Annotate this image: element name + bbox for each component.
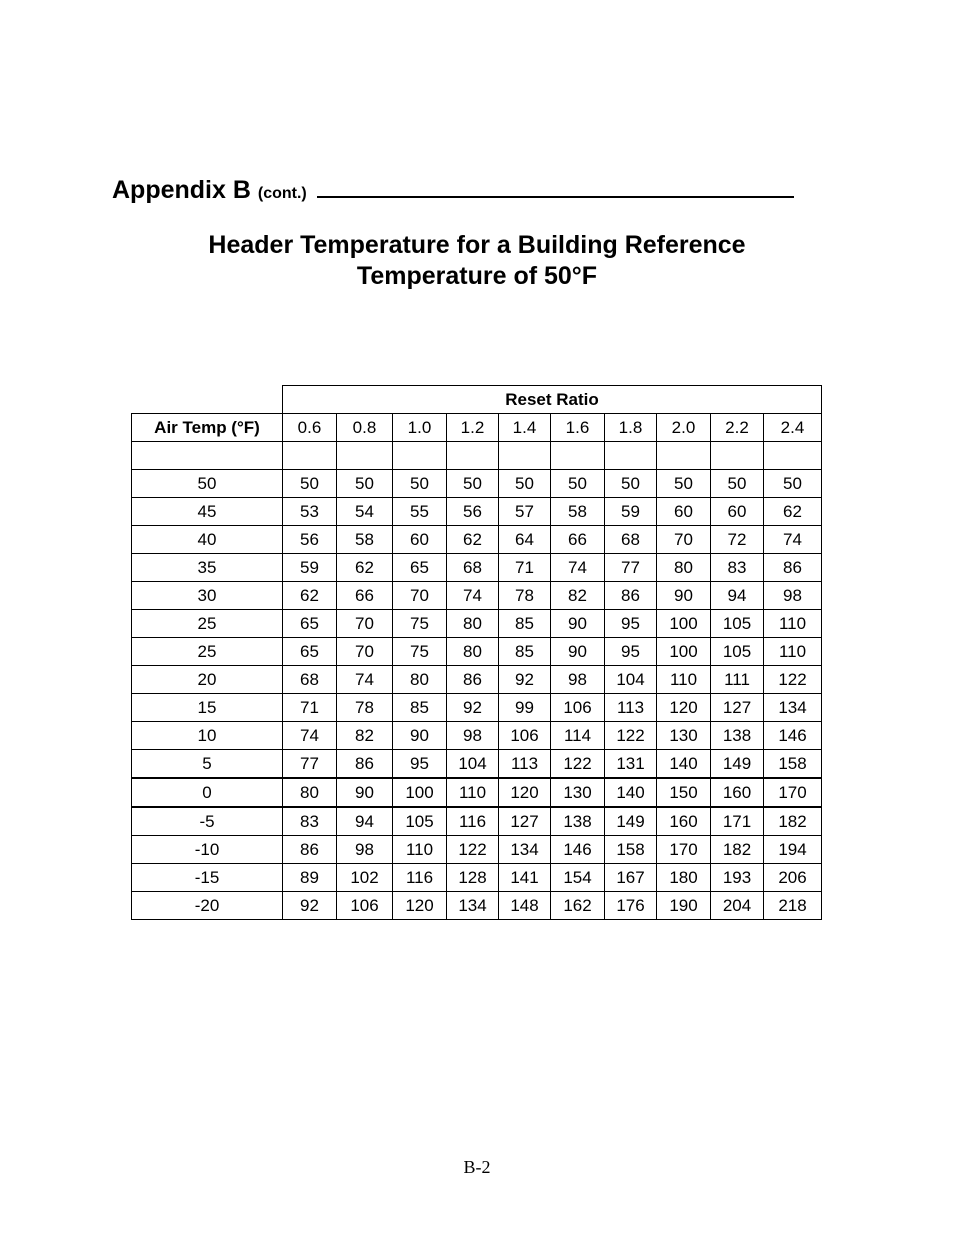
table-cell: 60 xyxy=(393,526,447,554)
table-row xyxy=(132,836,822,864)
table-cell: 71 xyxy=(283,694,337,722)
table-cell: 130 xyxy=(551,778,605,807)
table-cell: 105 xyxy=(711,638,764,666)
table-cell: 110 xyxy=(764,610,822,638)
table-cell: 50 xyxy=(393,470,447,498)
table-cell: 110 xyxy=(393,836,447,864)
air-temp-cell: -15 xyxy=(132,864,283,892)
table-cell: 74 xyxy=(283,722,337,750)
appendix-label: Appendix B xyxy=(112,176,251,204)
table-cell: 146 xyxy=(764,722,822,750)
table-cell: 141 xyxy=(499,864,551,892)
table-cell: 128 xyxy=(447,864,499,892)
table-cell: 100 xyxy=(657,638,711,666)
table-cell: 162 xyxy=(551,892,605,920)
table-cell: 134 xyxy=(447,892,499,920)
table-cell: 78 xyxy=(499,582,551,610)
table-cell xyxy=(447,442,499,470)
table-cell: 120 xyxy=(499,778,551,807)
table-cell: 86 xyxy=(283,836,337,864)
table-cell: 57 xyxy=(499,498,551,526)
table-cell: 86 xyxy=(605,582,657,610)
air-temp-cell: 30 xyxy=(132,582,283,610)
table-cell: 80 xyxy=(447,610,499,638)
table-cell: 50 xyxy=(337,470,393,498)
table-cell: 50 xyxy=(551,470,605,498)
table-cell: 130 xyxy=(657,722,711,750)
table-cell: 90 xyxy=(657,582,711,610)
air-temp-cell: -20 xyxy=(132,892,283,920)
table-cell: 140 xyxy=(657,750,711,779)
air-temp-cell: 10 xyxy=(132,722,283,750)
table-cell: 131 xyxy=(605,750,657,779)
table-row xyxy=(132,722,822,750)
table-cell: 160 xyxy=(711,778,764,807)
page-title-line-2: Temperature of 50°F xyxy=(356,262,598,290)
ratio-header-cell: 1.4 xyxy=(499,414,551,442)
air-temp-cell: 0 xyxy=(132,778,283,807)
table-cell: 68 xyxy=(447,554,499,582)
table-cell: 122 xyxy=(764,666,822,694)
table-cell: 154 xyxy=(551,864,605,892)
table-cell: 80 xyxy=(393,666,447,694)
table-cell: 127 xyxy=(499,807,551,836)
table-cell: 50 xyxy=(605,470,657,498)
table-row xyxy=(132,610,822,638)
table-cell: 50 xyxy=(283,470,337,498)
ratio-header-cell: 2.2 xyxy=(711,414,764,442)
table-cell: 59 xyxy=(605,498,657,526)
table-cell: 70 xyxy=(337,638,393,666)
table-cell: 94 xyxy=(711,582,764,610)
table-cell: 65 xyxy=(283,638,337,666)
table-row xyxy=(132,582,822,610)
table-cell: 171 xyxy=(711,807,764,836)
table-cell: 98 xyxy=(447,722,499,750)
table-row xyxy=(132,470,822,498)
table-row xyxy=(132,638,822,666)
table-cell: 66 xyxy=(551,526,605,554)
table-cell: 170 xyxy=(657,836,711,864)
table-cell: 78 xyxy=(337,694,393,722)
table-cell: 94 xyxy=(337,807,393,836)
table-cell: 193 xyxy=(711,864,764,892)
table-cell: 170 xyxy=(764,778,822,807)
table-cell: 80 xyxy=(283,778,337,807)
table-cell: 86 xyxy=(337,750,393,779)
table-cell: 98 xyxy=(337,836,393,864)
table-cell: 70 xyxy=(393,582,447,610)
table-cell: 194 xyxy=(764,836,822,864)
table-cell: 182 xyxy=(764,807,822,836)
table-cell: 134 xyxy=(499,836,551,864)
table-cell: 176 xyxy=(605,892,657,920)
table-cell: 149 xyxy=(605,807,657,836)
table-cell: 59 xyxy=(283,554,337,582)
table-cell xyxy=(132,442,283,470)
table-cell: 58 xyxy=(551,498,605,526)
table-cell: 111 xyxy=(711,666,764,694)
table-cell: 56 xyxy=(447,498,499,526)
table-cell: 60 xyxy=(711,498,764,526)
table-cell: 86 xyxy=(447,666,499,694)
table-row xyxy=(132,778,822,807)
table-cell: 110 xyxy=(764,638,822,666)
table-cell: 56 xyxy=(283,526,337,554)
table-cell: 55 xyxy=(393,498,447,526)
table-cell: 50 xyxy=(447,470,499,498)
ratio-header-cell: 1.0 xyxy=(393,414,447,442)
air-temp-cell: -5 xyxy=(132,807,283,836)
table-cell: 74 xyxy=(551,554,605,582)
table-cell: 149 xyxy=(711,750,764,779)
table-cell: 65 xyxy=(283,610,337,638)
table-cell: 90 xyxy=(393,722,447,750)
table-cell: 70 xyxy=(657,526,711,554)
table-row xyxy=(132,750,822,779)
table-cell: 114 xyxy=(551,722,605,750)
table-cell: 75 xyxy=(393,610,447,638)
table-cell: 134 xyxy=(764,694,822,722)
air-temp-cell: 45 xyxy=(132,498,283,526)
table-cell: 122 xyxy=(551,750,605,779)
table-cell: 95 xyxy=(605,638,657,666)
air-temp-cell: 50 xyxy=(132,470,283,498)
table-cell: 62 xyxy=(337,554,393,582)
page-number: B-2 xyxy=(463,1157,491,1177)
table-cell: 65 xyxy=(393,554,447,582)
table-cell: 116 xyxy=(447,807,499,836)
table-row xyxy=(132,554,822,582)
table-cell: 50 xyxy=(764,470,822,498)
table-cell: 62 xyxy=(283,582,337,610)
table-cell: 74 xyxy=(447,582,499,610)
table-cell: 104 xyxy=(605,666,657,694)
table-cell: 64 xyxy=(499,526,551,554)
table-cell: 95 xyxy=(605,610,657,638)
appendix-cont-label: (cont.) xyxy=(257,185,307,202)
table-cell: 120 xyxy=(657,694,711,722)
table-row xyxy=(132,694,822,722)
table-cell: 98 xyxy=(764,582,822,610)
table-cell: 74 xyxy=(337,666,393,694)
table-cell xyxy=(657,442,711,470)
table-cell: 82 xyxy=(337,722,393,750)
reset-ratio-header: Reset Ratio xyxy=(283,386,822,414)
air-temp-cell: 5 xyxy=(132,750,283,779)
table-cell: 72 xyxy=(711,526,764,554)
air-temp-cell: 25 xyxy=(132,638,283,666)
table-cell: 98 xyxy=(551,666,605,694)
table-cell: 106 xyxy=(499,722,551,750)
air-temp-cell: 20 xyxy=(132,666,283,694)
table-cell: 90 xyxy=(551,638,605,666)
table-cell: 80 xyxy=(447,638,499,666)
table-cell: 82 xyxy=(551,582,605,610)
ratio-header-cell: 1.6 xyxy=(551,414,605,442)
table-cell: 77 xyxy=(283,750,337,779)
table-cell: 110 xyxy=(657,666,711,694)
table-cell xyxy=(499,442,551,470)
table-row xyxy=(132,892,822,920)
air-temp-header: Air Temp (°F) xyxy=(132,414,283,442)
table-cell xyxy=(283,442,337,470)
table-cell: 77 xyxy=(605,554,657,582)
table-cell: 160 xyxy=(657,807,711,836)
table-cell: 113 xyxy=(499,750,551,779)
ratio-header-cell: 2.4 xyxy=(764,414,822,442)
table-cell: 90 xyxy=(551,610,605,638)
air-temp-cell: 15 xyxy=(132,694,283,722)
table-body xyxy=(132,442,822,920)
table-cell: 86 xyxy=(764,554,822,582)
table-cell: 182 xyxy=(711,836,764,864)
table-cell: 90 xyxy=(337,778,393,807)
table-cell: 53 xyxy=(283,498,337,526)
table-cell: 158 xyxy=(764,750,822,779)
table-cell: 99 xyxy=(499,694,551,722)
table-cell: 140 xyxy=(605,778,657,807)
table-cell: 50 xyxy=(711,470,764,498)
table-cell: 106 xyxy=(337,892,393,920)
table-cell: 85 xyxy=(393,694,447,722)
table-row xyxy=(132,526,822,554)
table-cell: 122 xyxy=(605,722,657,750)
ratio-header-cell: 1.2 xyxy=(447,414,499,442)
table-cell: 105 xyxy=(711,610,764,638)
table-row xyxy=(132,498,822,526)
air-temp-cell: 35 xyxy=(132,554,283,582)
table-cell: 58 xyxy=(337,526,393,554)
ratio-header-cell: 2.0 xyxy=(657,414,711,442)
page-title-line-1: Header Temperature for a Building Reference xyxy=(208,231,746,259)
table-cell: 104 xyxy=(447,750,499,779)
table-row xyxy=(132,807,822,836)
table-cell: 113 xyxy=(605,694,657,722)
table-spacer-row xyxy=(132,442,822,470)
table-cell xyxy=(711,442,764,470)
table-cell: 62 xyxy=(447,526,499,554)
table-cell: 127 xyxy=(711,694,764,722)
table-cell xyxy=(393,442,447,470)
table-cell: 106 xyxy=(551,694,605,722)
table-cell: 50 xyxy=(499,470,551,498)
ratio-header-cell: 1.8 xyxy=(605,414,657,442)
table-cell: 68 xyxy=(283,666,337,694)
ratio-header-cell: 0.6 xyxy=(283,414,337,442)
table-corner xyxy=(132,386,283,414)
table-cell: 80 xyxy=(657,554,711,582)
table-cell: 138 xyxy=(551,807,605,836)
table-cell: 54 xyxy=(337,498,393,526)
table-cell: 70 xyxy=(337,610,393,638)
table-cell: 158 xyxy=(605,836,657,864)
table-cell: 83 xyxy=(711,554,764,582)
table-cell: 50 xyxy=(657,470,711,498)
table-cell: 85 xyxy=(499,610,551,638)
table-cell: 218 xyxy=(764,892,822,920)
table-cell: 190 xyxy=(657,892,711,920)
table-cell: 85 xyxy=(499,638,551,666)
table-cell: 60 xyxy=(657,498,711,526)
table-row xyxy=(132,864,822,892)
group-header-row xyxy=(132,386,822,414)
table-cell: 62 xyxy=(764,498,822,526)
table-cell: 74 xyxy=(764,526,822,554)
table-cell: 138 xyxy=(711,722,764,750)
header-temperature-table xyxy=(131,385,822,920)
table-cell: 116 xyxy=(393,864,447,892)
table-cell xyxy=(337,442,393,470)
table-cell: 95 xyxy=(393,750,447,779)
page-title xyxy=(0,230,954,292)
table-cell: 120 xyxy=(393,892,447,920)
table-cell: 204 xyxy=(711,892,764,920)
table-cell: 83 xyxy=(283,807,337,836)
table-cell: 100 xyxy=(393,778,447,807)
table-cell: 105 xyxy=(393,807,447,836)
table-cell: 180 xyxy=(657,864,711,892)
ratio-header-row xyxy=(132,414,822,442)
table-cell: 100 xyxy=(657,610,711,638)
table-cell: 66 xyxy=(337,582,393,610)
table-cell: 71 xyxy=(499,554,551,582)
table-cell xyxy=(605,442,657,470)
appendix-heading xyxy=(112,176,794,205)
table-cell: 75 xyxy=(393,638,447,666)
table-cell: 206 xyxy=(764,864,822,892)
air-temp-cell: 40 xyxy=(132,526,283,554)
table-cell: 146 xyxy=(551,836,605,864)
table-cell xyxy=(551,442,605,470)
table-cell: 92 xyxy=(447,694,499,722)
air-temp-cell: -10 xyxy=(132,836,283,864)
ratio-header-cell: 0.8 xyxy=(337,414,393,442)
table-cell: 92 xyxy=(499,666,551,694)
table-cell: 122 xyxy=(447,836,499,864)
table-cell: 110 xyxy=(447,778,499,807)
table-cell: 150 xyxy=(657,778,711,807)
heading-rule xyxy=(317,188,794,198)
table-cell: 92 xyxy=(283,892,337,920)
air-temp-cell: 25 xyxy=(132,610,283,638)
table-cell: 89 xyxy=(283,864,337,892)
table-cell: 148 xyxy=(499,892,551,920)
table-cell xyxy=(764,442,822,470)
table-cell: 167 xyxy=(605,864,657,892)
table-cell: 102 xyxy=(337,864,393,892)
table-row xyxy=(132,666,822,694)
table-cell: 68 xyxy=(605,526,657,554)
